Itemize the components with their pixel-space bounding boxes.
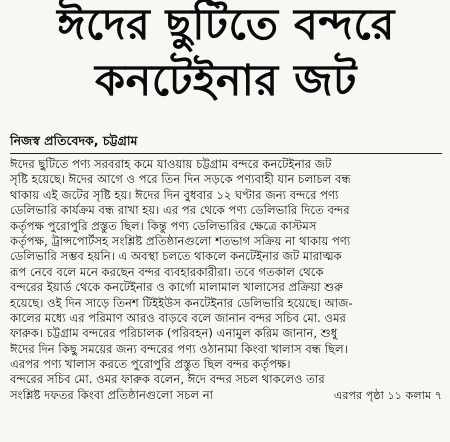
body-line: ঈদের ছুটিতে পণ্য সরবরাহ কমে যাওয়ায় চট্টগ্রাম বন্দরে কনটেইনার জট: [10, 157, 332, 171]
body-line: বন্দরের সচিব মো. ওমর ফারুক বলেন, ঈদে বন্দর সচল থাকলেও তার: [10, 372, 325, 387]
body-last-row: [10, 388, 442, 403]
body-line: ডেলিভারি সম্ভব হয়নি। এ অবস্থা চলতে থাকলে কনটেইনার জট মারাত্মক: [10, 249, 342, 264]
headline-line-1: ঈদের ছুটিতে বন্দরে: [57, 0, 395, 50]
headline-line-2: কনটেইনার জট: [95, 56, 357, 106]
body-line: সংশ্লিষ্ট দফতর কিংবা প্রতিষ্ঠানগুলো সচল না: [10, 387, 214, 402]
body-line: কালের মধ্যে এর পরিমাণ আরও বাড়বে বলে জানান বন্দর সচিব মো. ওমর: [10, 310, 346, 325]
byline: নিজস্ব প্রতিবেদক, চট্টগ্রাম: [10, 133, 138, 148]
body-line: এরপর পণ্য খালাস করতে পুরোপুরি প্রস্তুত ছিল বন্দর কর্তৃপক্ষ।: [10, 357, 291, 372]
article-body: [10, 157, 442, 403]
body-line: বন্দরের ইয়ার্ড থেকে কনটেইনার ও কার্গো মালামাল খালাসের প্রক্রিয়া শুরু: [10, 280, 344, 295]
body-line: কর্তৃপক্ষ, ট্রান্সপোর্টসহ সংশ্লিষ্ট প্রতিষ্ঠানগুলো শতভাগ সক্রিয় না থাকায় পণ্য: [10, 233, 351, 248]
body-line: ঈদের দিন কিছু সময়ের জন্য বন্দরের পণ্য ওঠানামা কিংবা খালাস বন্ধ ছিল।: [10, 341, 348, 356]
body-line: হয়েছে। ওই দিন সাড়ে তিনশ টিইইউস কনটেইনার ডেলিভারি হয়েছে। আজ-: [10, 295, 353, 310]
continued-on-page: এরপর পৃষ্ঠা ১১ কলাম ৭: [333, 388, 442, 402]
body-line: ডেলিভারি কার্যক্রম বন্ধ রাখা হয়। এর পর থেকে পণ্য ডেলিভারি দিতে বন্দর: [10, 203, 350, 218]
body-line: রূপ নেবে বলে মনে করছেন বন্দর ব্যবহারকারীরা। তবে গতকাল থেকে: [10, 264, 324, 279]
body-line: থাকায় এই জটের সৃষ্টি হয়। ঈদের দিন বুধবার ১২ ঘণ্টার জন্য বন্দরে পণ্য: [10, 187, 339, 202]
body-line: সৃষ্টি হয়েছে। ঈদের আগে ও পরে তিন দিন সড়কে পণ্যবাহী যান চলাচল বন্ধ: [10, 172, 351, 187]
body-line: ফারুক। চট্টগ্রাম বন্দরের পরিচালক (পরিবহন) এনামুল করিম জানান, শুধু: [10, 326, 338, 341]
byline-divider: [10, 153, 442, 154]
body-line: কর্তৃপক্ষ পুরোপুরি প্রস্তুত ছিল। কিন্তু পণ্য ডেলিভারির ক্ষেত্রে কাস্টমস: [10, 218, 317, 233]
